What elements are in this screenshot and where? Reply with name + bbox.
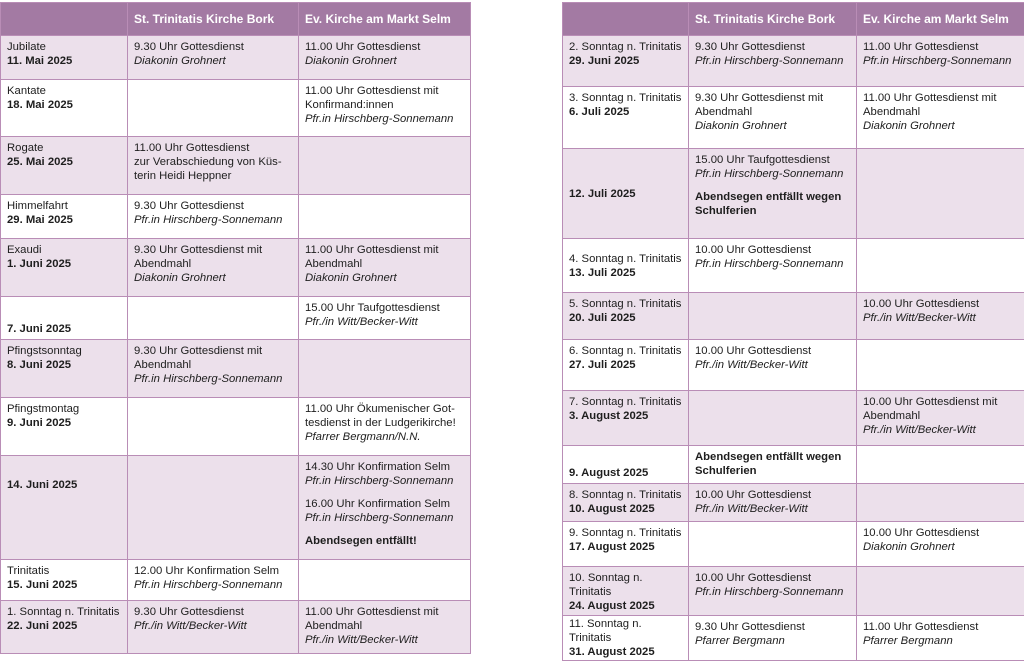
event-line: Abendmahl [305,620,363,632]
bork-cell [128,80,299,137]
event-person: Diakonin Grohnert [305,272,397,284]
date-label: 9. August 2025 [569,467,649,479]
event-notice: Abendsegen entfällt wegen Schulferien [695,451,842,477]
selm-cell [299,456,471,560]
date-cell [563,484,689,522]
bork-cell [128,239,299,297]
schedule-table-left [0,2,471,654]
event-line: 9.30 Uhr Gottesdienst [695,41,805,53]
event-line: 10.00 Uhr Gottesdienst [695,572,812,584]
table-row [563,149,1024,239]
date-label: 10. August 2025 [569,503,655,515]
date-label: 17. August 2025 [569,541,655,553]
bork-cell [689,616,857,661]
event-person: Pfr.in Hirschberg-Sonnemann [305,113,454,125]
day-label: 7. Sonntag n. Trinitatis [569,396,682,408]
table-row [1,239,471,297]
date-label: 15. Juni 2025 [7,579,78,591]
event-person: Pfr./in Witt/Becker-Witt [863,424,976,436]
bork-cell [128,340,299,398]
event-person: Pfr./in Witt/Becker-Witt [695,359,808,371]
event-line: 11.00 Uhr Gottesdienst mit [305,606,439,618]
day-label: Pfingstsonntag [7,345,82,357]
event-line: 10.00 Uhr Gottesdienst mit [863,396,998,408]
date-cell [563,340,689,391]
day-label: 3. Sonntag n. Trinitatis [569,92,682,104]
selm-cell [857,446,1024,484]
event-line: Konfirmand:innen [305,99,394,111]
selm-cell [299,80,471,137]
event-person: Pfr./in Witt/Becker-Witt [695,503,808,515]
header-date [1,3,128,36]
date-cell [1,601,128,654]
bork-cell [128,137,299,195]
selm-cell [857,36,1024,87]
event-person: Pfr./in Witt/Becker-Witt [305,316,418,328]
day-label: Exaudi [7,244,42,256]
date-label: 9. Juni 2025 [7,417,72,429]
day-label: 10. Sonntag n. Trinitatis [569,572,643,598]
event-line: 11.00 Uhr Gottesdienst mit [305,85,439,97]
bork-cell [689,391,857,446]
day-label: 8. Sonntag n. Trinitatis [569,489,682,501]
date-cell [563,36,689,87]
date-cell [563,522,689,567]
date-label: 3. August 2025 [569,410,649,422]
bork-cell [689,484,857,522]
date-label: 31. August 2025 [569,646,655,658]
day-label: Pfingstmontag [7,403,80,415]
date-cell [563,293,689,340]
event-line: 10.00 Uhr Gottesdienst [863,527,980,539]
table-row [1,340,471,398]
bork-cell [128,195,299,239]
bork-cell [128,560,299,601]
date-cell [563,616,689,661]
event-line: 11.00 Uhr Gottesdienst [134,142,250,154]
selm-cell [857,484,1024,522]
date-label: 11. Mai 2025 [7,55,73,67]
header-row [1,3,471,36]
event-line: 9.30 Uhr Gottesdienst [134,41,244,53]
event-person: Pfr.in Hirschberg-Sonnemann [134,373,283,385]
event-line: zur Verabschiedung von Küs- [134,156,282,168]
event-line: 9.30 Uhr Gottesdienst mit [134,244,263,256]
event-line: 9.30 Uhr Gottesdienst mit [134,345,263,357]
header-selm: Ev. Kirche am Markt Selm [857,3,1024,36]
date-cell [1,36,128,80]
date-cell [563,149,689,239]
event-notice: Abendsegen entfällt wegen Schulferien [695,191,842,217]
event-line: 9.30 Uhr Gottesdienst [134,606,244,618]
table-row [563,391,1024,446]
date-cell [1,456,128,560]
selm-cell [299,195,471,239]
event-line: Abendmahl [134,359,192,371]
table-row [1,398,471,456]
event-person: Pfr.in Hirschberg-Sonnemann [695,586,844,598]
event-line: Abendmahl [863,410,921,422]
header-date [563,3,689,36]
table-row [563,522,1024,567]
event-line: Abendmahl [134,258,192,270]
bork-cell [689,149,857,239]
day-label: 6. Sonntag n. Trinitatis [569,345,682,357]
table-row [563,293,1024,340]
event-person: Pfr.in Hirschberg-Sonnemann [134,214,283,226]
event-person: Pfr.in Hirschberg-Sonnemann [305,475,454,487]
date-cell [1,80,128,137]
event-person: Pfr.in Hirschberg-Sonnemann [695,168,844,180]
header-bork: St. Trinitatis Kirche Bork [128,3,299,36]
table-row [1,297,471,340]
header-bork: St. Trinitatis Kirche Bork [689,3,857,36]
event-line: 15.00 Uhr Taufgottesdienst [695,154,830,166]
date-label: 29. Mai 2025 [7,214,73,226]
date-cell [563,87,689,149]
event-person: Pfr.in Hirschberg-Sonnemann [695,258,844,270]
bork-cell [128,398,299,456]
selm-cell [299,137,471,195]
date-cell [1,340,128,398]
header-selm: Ev. Kirche am Markt Selm [299,3,471,36]
table-row [1,601,471,654]
table-row [1,195,471,239]
selm-cell [857,293,1024,340]
event-line: 11.00 Uhr Gottesdienst [863,621,979,633]
table-row [1,80,471,137]
event-person: Pfr./in Witt/Becker-Witt [305,634,418,646]
date-label: 29. Juni 2025 [569,55,640,67]
selm-cell [299,340,471,398]
table-row [563,567,1024,616]
bork-cell [128,456,299,560]
table-row [563,239,1024,293]
event-line: 11.00 Uhr Gottesdienst [305,41,421,53]
day-label: 4. Sonntag n. Trinitatis [569,252,682,265]
event-line: 10.00 Uhr Gottesdienst [695,489,812,501]
selm-cell [857,239,1024,293]
day-label: Himmelfahrt [7,200,68,212]
event-line: tesdienst in der Ludgerikirche! [305,417,456,429]
date-label: 14. Juni 2025 [7,479,78,491]
date-label: 20. Juli 2025 [569,312,636,324]
day-label: 5. Sonntag n. Trinitatis [569,298,682,310]
header-row [563,3,1024,36]
event-person: Pfr./in Witt/Becker-Witt [134,620,247,632]
table-row [563,340,1024,391]
day-label: 11. Sonntag n. Trinitatis [569,618,642,644]
bork-cell [689,87,857,149]
date-label: 22. Juni 2025 [7,620,78,632]
selm-cell [299,36,471,80]
selm-cell [857,567,1024,616]
event-line: Abendmahl [305,258,363,270]
event-person: Pfr.in Hirschberg-Sonnemann [863,55,1012,67]
date-label: 6. Juli 2025 [569,106,630,118]
date-cell [563,567,689,616]
date-cell [563,391,689,446]
date-label: 8. Juni 2025 [7,359,72,371]
event-notice: Abendsegen entfällt! [305,535,417,547]
date-cell [563,446,689,484]
selm-cell [299,560,471,601]
day-label: Jubilate [7,41,46,53]
event-person: Diakonin Grohnert [134,55,226,67]
table-row [563,484,1024,522]
date-cell [1,297,128,340]
date-cell [1,560,128,601]
event-line: 14.30 Uhr Konfirmation Selm [305,461,451,473]
day-label: Rogate [7,142,44,154]
event-person: Pfarrer Bergmann [863,635,953,647]
selm-cell [857,87,1024,149]
table-row [563,616,1024,661]
event-line: Abendmahl [863,106,921,118]
day-label: Kantate [7,85,46,97]
table-row [1,456,471,560]
event-line: 9.30 Uhr Gottesdienst [134,200,244,212]
event-line: 9.30 Uhr Gottesdienst [695,621,805,633]
date-label: 25. Mai 2025 [7,156,73,168]
event-line: 11.00 Uhr Gottesdienst mit [305,244,439,256]
event-person: Pfarrer Bergmann [695,635,785,647]
selm-cell [857,522,1024,567]
event-person: Diakonin Grohnert [305,55,397,67]
selm-cell [857,149,1024,239]
selm-cell [299,601,471,654]
date-label: 12. Juli 2025 [569,187,636,200]
event-person: Pfr.in Hirschberg-Sonnemann [305,512,454,524]
day-label: 2. Sonntag n. Trinitatis [569,41,682,53]
date-label: 18. Mai 2025 [7,99,73,111]
table-row [1,36,471,80]
event-line: 10.00 Uhr Gottesdienst [695,345,812,357]
table-row [1,137,471,195]
event-line: 16.00 Uhr Konfirmation Selm [305,498,451,510]
selm-cell [857,391,1024,446]
event-line: 11.00 Uhr Gottesdienst mit [863,92,997,104]
event-person: Diakonin Grohnert [863,541,955,553]
event-person: Pfr.in Hirschberg-Sonnemann [695,55,844,67]
bork-cell [689,239,857,293]
date-label: 1. Juni 2025 [7,258,72,270]
bork-cell [128,297,299,340]
event-person: Diakonin Grohnert [863,120,955,132]
selm-cell [857,340,1024,391]
selm-cell [857,616,1024,661]
event-line: terin Heidi Heppner [134,170,232,182]
day-label: Trinitatis [7,565,50,577]
event-line: 9.30 Uhr Gottesdienst mit [695,92,824,104]
bork-cell [689,522,857,567]
bork-cell [689,293,857,340]
event-person: Pfarrer Bergmann/N.N. [305,431,421,443]
event-person: Pfr.in Hirschberg-Sonnemann [134,579,283,591]
bork-cell [689,340,857,391]
date-cell [1,195,128,239]
table-row [563,36,1024,87]
event-line: 11.00 Uhr Gottesdienst [863,41,979,53]
event-line: 10.00 Uhr Gottesdienst [863,298,980,310]
day-label: 1. Sonntag n. Trinitatis [7,606,120,618]
event-line: 11.00 Uhr Ökumenischer Got- [305,403,455,415]
table-row [563,87,1024,149]
table-row [563,446,1024,484]
bork-cell [689,567,857,616]
selm-cell [299,239,471,297]
event-line: Abendmahl [695,106,753,118]
bork-cell [689,36,857,87]
bork-cell [128,601,299,654]
event-person: Diakonin Grohnert [134,272,226,284]
bork-cell [128,36,299,80]
event-line: 10.00 Uhr Gottesdienst [695,244,812,256]
day-label: 9. Sonntag n. Trinitatis [569,527,682,539]
date-cell [1,398,128,456]
date-label: 13. Juli 2025 [569,266,636,279]
date-label: 27. Juli 2025 [569,359,636,371]
event-line: 12.00 Uhr Konfirmation Selm [134,565,280,577]
bork-cell [689,446,857,484]
selm-cell [299,398,471,456]
event-person: Diakonin Grohnert [695,120,787,132]
table-row [1,560,471,601]
date-label: 7. Juni 2025 [7,323,72,335]
event-line: 15.00 Uhr Taufgottesdienst [305,302,440,314]
date-cell [1,239,128,297]
schedule-table-right [562,2,1024,661]
date-cell [1,137,128,195]
event-person: Pfr./in Witt/Becker-Witt [863,312,976,324]
selm-cell [299,297,471,340]
date-label: 24. August 2025 [569,600,655,612]
date-cell [563,239,689,293]
